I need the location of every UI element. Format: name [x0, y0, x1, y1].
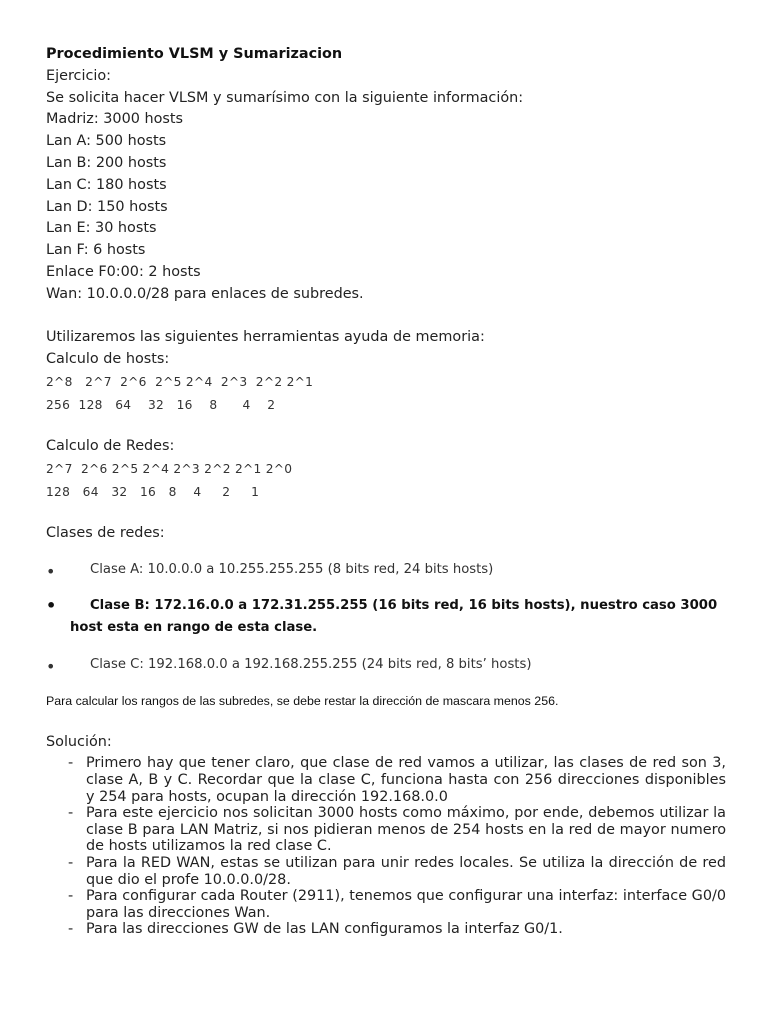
doc-title: Procedimiento VLSM y Sumarizacion	[46, 46, 343, 62]
solution-text: Para configurar cada Router (2911), tenemos que configurar una interfaz: interface G0/0 para las direcciones Wan.	[86, 888, 726, 921]
class-a-text: Clase A: 10.0.0.0 a 10.255.255.255 (8 bits red, 24 bits hosts)	[90, 561, 494, 577]
class-c-text: Clase C: 192.168.0.0 a 192.168.255.255 (24 bits red, 8 bits’ hosts)	[90, 656, 532, 672]
solution-item	[46, 921, 726, 938]
solution-heading: Solución:	[46, 733, 112, 750]
spacer	[46, 504, 726, 523]
dash-icon: -	[68, 888, 74, 905]
solution-text: Para la RED WAN, estas se utilizan para unir redes locales. Se utiliza la dirección de red que dio el profe 10.0.0.0/28.	[86, 854, 726, 888]
solution-item	[46, 888, 726, 921]
solution-item	[46, 805, 726, 855]
intro-line: Lan C: 180 hosts	[46, 176, 167, 193]
intro-line: Wan: 10.0.0.0/28 para enlaces de subredes.	[46, 285, 364, 302]
bullet-icon: •	[46, 595, 57, 615]
intro-line: Lan B: 200 hosts	[46, 154, 167, 171]
bullet-icon: •	[46, 656, 56, 676]
dash-icon: -	[68, 805, 74, 822]
intro-line: Lan F: 6 hosts	[46, 242, 146, 259]
spacer	[46, 417, 726, 436]
solution-text: Para las direcciones GW de las LAN configuramos la interfaz G0/1.	[86, 921, 563, 938]
hosts-heading: Calculo de hosts:	[46, 351, 170, 368]
intro-line: Madriz: 3000 hosts	[46, 111, 184, 128]
bullet-icon: •	[46, 561, 56, 581]
class-a-item	[46, 561, 726, 581]
class-c-item	[46, 656, 726, 676]
intro-line: Enlace F0:00: 2 hosts	[46, 263, 201, 280]
class-b-text: Clase B: 172.16.0.0 a 172.31.255.255 (16 bits red, 16 bits hosts), nuestro caso 3000 host esta en rango de esta clase.	[70, 597, 718, 635]
solution-text: Primero hay que tener claro, que clase de red vamos a utilizar, las clases de red son 3, clase A, B y C. Recordar que la clase C, funciona hasta con 256 direcciones disponibles y 254 para hosts, ocupan la dirección 192.168.0.0	[86, 755, 726, 805]
spacer	[46, 306, 726, 328]
document-page	[46, 44, 726, 938]
intro-line: Se solicita hacer VLSM y sumarísimo con la siguiente información:	[46, 89, 524, 106]
dash-icon: -	[68, 755, 74, 772]
intro-line: Lan E: 30 hosts	[46, 220, 157, 237]
class-b-item	[46, 595, 726, 639]
solution-item	[46, 755, 726, 805]
tools-intro: Utilizaremos las siguientes herramientas ayuda de memoria:	[46, 329, 485, 346]
subnet-note: Para calcular los rangos de las subredes, se debe restar la dirección de mascara menos 256.	[46, 693, 559, 708]
solution-item	[46, 855, 726, 888]
dash-icon: -	[68, 854, 74, 871]
hosts-values: 256 128 64 32 16 8 4 2	[46, 397, 276, 412]
intro-line: Lan D: 150 hosts	[46, 198, 168, 215]
intro-line: Lan A: 500 hosts	[46, 133, 167, 150]
nets-powers: 2^7 2^6 2^5 2^4 2^3 2^2 2^1 2^0	[46, 461, 293, 476]
solution-text: Para este ejercicio nos solicitan 3000 hosts como máximo, por ende, debemos utilizar la clase B para LAN Matriz, si nos pidieran menos de 254 hosts en la red de mayor numero de hosts utilizamos la red clase C.	[86, 805, 726, 855]
intro-line: Ejercicio:	[46, 67, 112, 84]
hosts-powers: 2^8 2^7 2^6 2^5 2^4 2^3 2^2 2^1	[46, 374, 314, 389]
nets-values: 128 64 32 16 8 4 2 1	[46, 484, 260, 499]
nets-heading: Calculo de Redes:	[46, 437, 175, 454]
solution-list	[46, 755, 726, 938]
classes-heading: Clases de redes:	[46, 524, 165, 541]
dash-icon: -	[68, 921, 74, 938]
